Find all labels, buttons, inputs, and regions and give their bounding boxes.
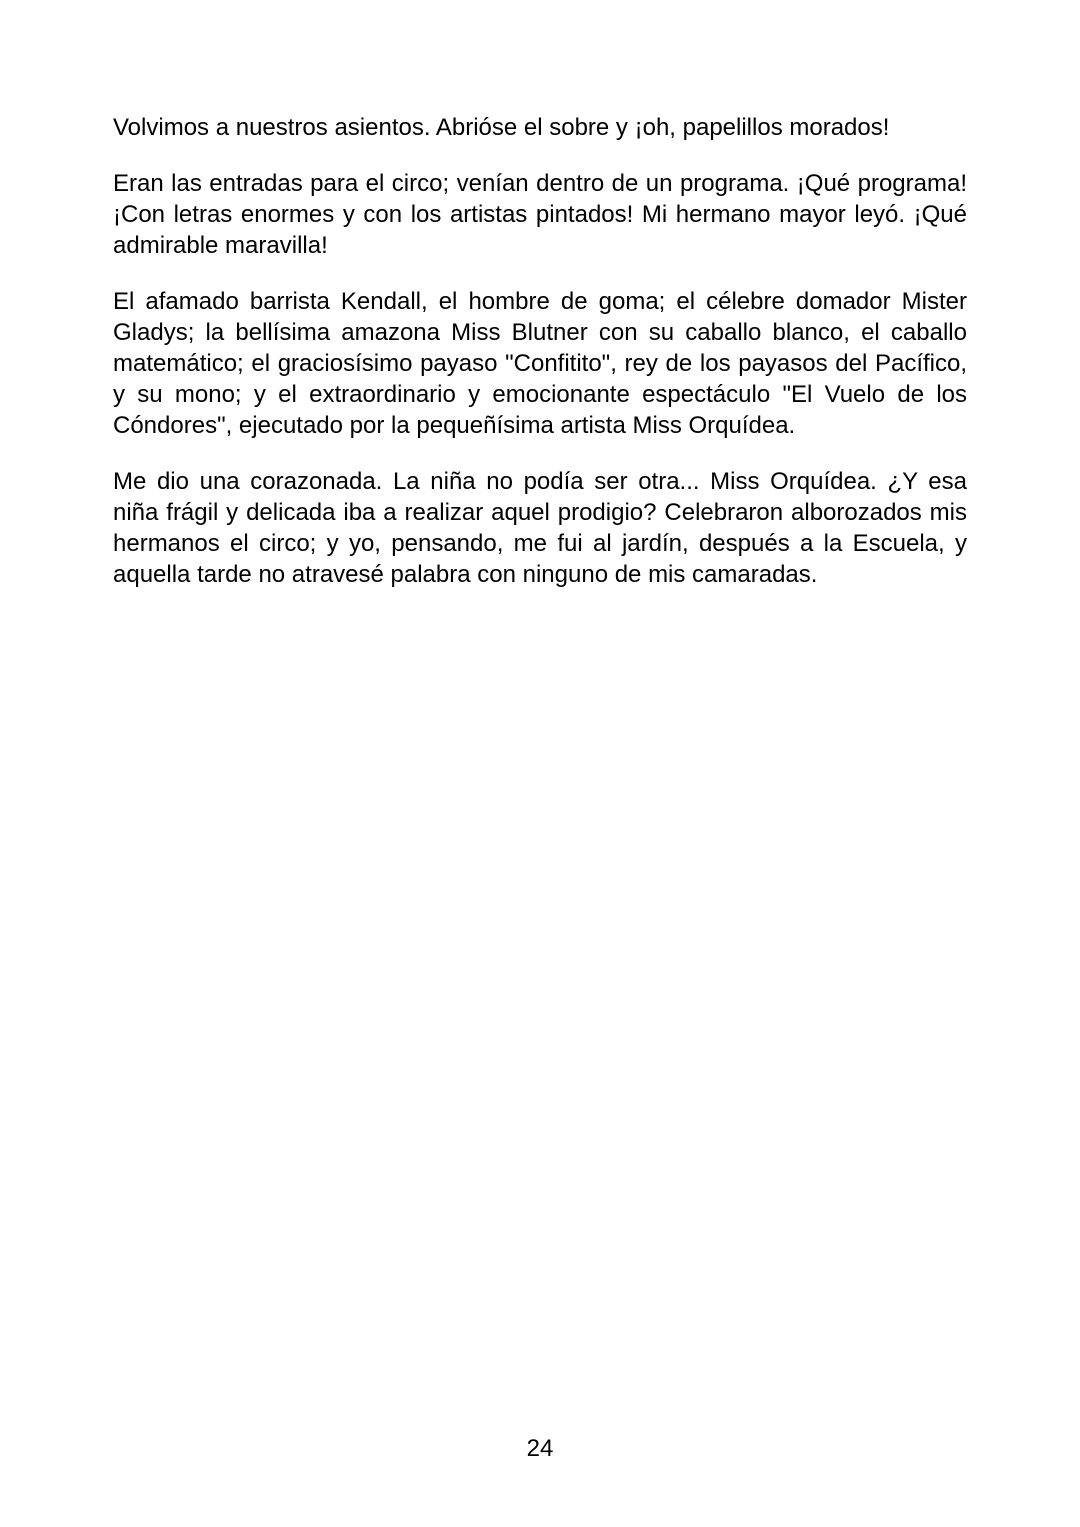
page-number: 24	[526, 1435, 554, 1462]
paragraph-2: Eran las entradas para el circo; venían dentro de un programa. ¡Qué programa! ¡Con letras enormes y con los artistas pintados! Mi hermano mayor leyó. ¡Qué admirable maravilla!	[113, 170, 967, 259]
paragraph-1: Volvimos a nuestros asientos. Abrióse el sobre y ¡oh, papelillos morados!	[113, 114, 890, 141]
text-body	[113, 112, 967, 615]
paragraph-4: Me dio una corazonada. La niña no podía ser otra... Miss Orquídea. ¿Y esa niña frágil y delicada iba a realizar aquel prodigio? Celebraron alborozados mis hermanos el circo; y yo, pensando, me fui al jardín, después a la Escuela, y aquella tarde no atravesé palabra con ninguno de mis camaradas.	[113, 468, 967, 588]
paragraph-3: El afamado barrista Kendall, el hombre de goma; el célebre domador Mister Gladys; la bellísima amazona Miss Blutner con su caballo blanco, el caballo matemático; el graciosísimo payaso "Confitito", rey de los payasos del Pacífico, y su mono; y el extraordinario y emocionante espectáculo "El Vuelo de los Cóndores", ejecutado por la pequeñísima artista Miss Orquídea.	[113, 288, 967, 439]
